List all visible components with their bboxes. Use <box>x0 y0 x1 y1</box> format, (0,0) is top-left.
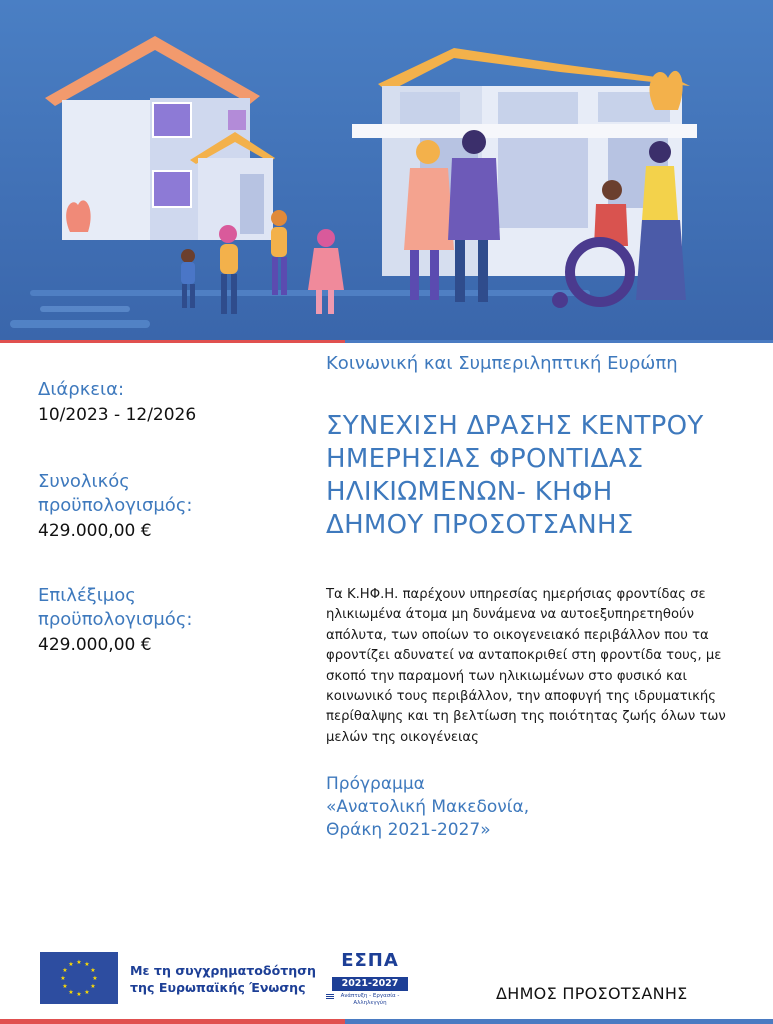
svg-text:★: ★ <box>92 975 98 982</box>
svg-text:★: ★ <box>60 975 66 982</box>
hero-illustration <box>0 0 773 340</box>
description-line: κοινωνικό τους περιβάλλον, την αποφυγή της ιδρυματικής <box>326 689 716 705</box>
duration-value: 10/2023 - 12/2026 <box>38 405 197 425</box>
eligible-budget-label-1: Επιλέξιμος <box>38 585 136 606</box>
description-line: Τα Κ.ΗΦ.Η. παρέχουν υπηρεσίας ημερήσιας φροντίδας σε <box>326 587 706 602</box>
svg-text:★: ★ <box>84 961 90 968</box>
title-line: ΣΥΝΕΧΙΣΗ ΔΡΑΣΗΣ ΚΕΝΤΡΟΥ <box>326 411 704 441</box>
svg-text:★: ★ <box>76 991 82 998</box>
municipality-name: ΔΗΜΟΣ ΠΡΟΣΟΤΣΑΝΗΣ <box>496 984 688 1003</box>
total-budget-value: 429.000,00 € <box>38 521 152 541</box>
title-line: ΗΜΕΡΗΣΙΑΣ ΦΡΟΝΤΙΔΑΣ <box>326 444 644 474</box>
svg-text:★: ★ <box>76 959 82 966</box>
eligible-budget-label-2: προϋπολογισμός: <box>38 609 193 630</box>
espa-subtitle: Ανάπτυξη - Εργασία - Αλληλεγγύη <box>340 993 400 1006</box>
svg-text:★: ★ <box>90 983 96 990</box>
top-divider <box>0 340 773 343</box>
svg-text:★: ★ <box>68 961 74 968</box>
eu-cofunding-text <box>130 962 320 996</box>
category-label: Κοινωνική και Συμπεριληπτική Ευρώπη <box>326 353 678 374</box>
svg-text:★: ★ <box>68 989 74 996</box>
eu-text-line: της Ευρωπαϊκής Ένωσης <box>130 980 306 995</box>
description-line: σκοπό την παραμονή των ηλικιωμένων στο φυσικό και <box>326 668 687 684</box>
eligible-budget-block <box>38 584 192 656</box>
project-description <box>326 585 762 748</box>
duration-label: Διάρκεια: <box>38 379 125 400</box>
program-line: Πρόγραμμα <box>326 774 425 794</box>
description-line: φροντίζει αδυνατεί να ανταποκριθεί στη φροντίδα τους, με <box>326 648 722 664</box>
eu-flag-logo <box>40 952 118 1004</box>
svg-text:★: ★ <box>90 967 96 974</box>
title-line: ΔΗΜΟΥ ΠΡΟΣΟΤΣΑΝΗΣ <box>326 510 634 540</box>
duration-block <box>38 378 196 426</box>
program-line: «Ανατολική Μακεδονία, <box>326 797 530 817</box>
eligible-budget-value: 429.000,00 € <box>38 635 152 655</box>
title-line: ΗΛΙΚΙΩΜΕΝΩΝ- ΚΗΦΗ <box>326 477 613 507</box>
project-title <box>326 410 756 542</box>
svg-text:★: ★ <box>62 983 68 990</box>
total-budget-label-2: προϋπολογισμός: <box>38 495 193 516</box>
espa-logo <box>326 950 414 1010</box>
svg-text:★: ★ <box>62 967 68 974</box>
eu-text-line: Με τη συγχρηματοδότηση <box>130 963 316 978</box>
espa-title: ΕΣΠΑ <box>341 950 399 971</box>
description-line: μελών της οικογένειας <box>326 729 479 745</box>
total-budget-label-1: Συνολικός <box>38 471 130 492</box>
espa-years: 2021-2027 <box>332 977 408 991</box>
program-name <box>326 773 726 842</box>
bottom-divider <box>0 1019 773 1024</box>
footer <box>0 940 773 1024</box>
total-budget-block <box>38 470 192 542</box>
program-line: Θράκη 2021-2027» <box>326 820 491 840</box>
description-line: περίθαλψης και τη βελτίωση της ποιότητας ζωής όλων των <box>326 709 726 725</box>
description-line: απόλυτα, των οποίων το οικογενειακό περιβάλλον που τα <box>326 627 709 643</box>
svg-text:★: ★ <box>84 989 90 996</box>
description-line: ηλικιωμένα άτομα μη δυνάμενα να αυτοεξυπηρετηθούν <box>326 607 695 623</box>
